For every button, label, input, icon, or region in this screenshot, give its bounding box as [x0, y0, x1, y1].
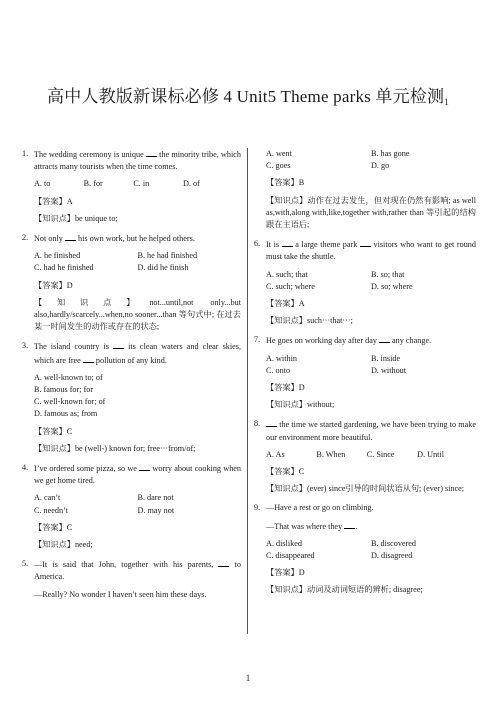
answer-line: 【答案】D	[34, 280, 73, 290]
right-column	[254, 148, 476, 604]
options	[22, 178, 241, 190]
option: A. such; that	[266, 269, 308, 279]
option: D. famous as; from	[34, 409, 98, 419]
question-number: 8.	[254, 419, 261, 429]
option: C. in	[133, 179, 150, 189]
question-text: —It is said that John, together with his parents, to America.	[34, 560, 241, 582]
option: B. has gone	[371, 149, 410, 158]
dialogue-line: —That was where they .	[266, 521, 358, 531]
answer-line: 【答案】C	[34, 426, 73, 436]
answer-value: A	[298, 299, 305, 309]
answer-value: A	[66, 196, 73, 206]
option: B. so; that	[371, 269, 405, 279]
page-number: 1	[245, 673, 251, 683]
dialogue-line: —Really? No wonder I haven’t seen him these days.	[34, 589, 207, 599]
knowledge-point: 【知识点】not...until,not only...but also,hardly/scarcely...when,no sooner...than 等句式中; 在过去某一时间发生的动作或存在的状态;	[34, 297, 241, 332]
answer-value: B	[298, 178, 305, 188]
answer-blank	[146, 148, 157, 157]
answer-value: C	[298, 467, 305, 477]
question-text: Not only his own work, but he helped others.	[34, 234, 195, 244]
question-3	[22, 340, 241, 455]
answer-blank	[379, 334, 390, 343]
answer-line: 【答案】D	[266, 568, 305, 578]
question-2	[22, 232, 241, 333]
answer-blank	[83, 354, 94, 363]
answer-blank	[139, 462, 150, 471]
title-text: 高中人教版新课标必修 4 Unit5 Theme parks 单元检测	[47, 87, 445, 106]
knowledge-point: 【知识点】(ever) since引导的时间状语从句; (ever) since;	[266, 484, 465, 494]
question-5	[22, 558, 241, 601]
answer-line: 【答案】A	[266, 299, 305, 309]
question-number: 7.	[254, 335, 261, 345]
option: D. without	[371, 365, 407, 375]
question-number: 5.	[22, 559, 29, 569]
answer-blank	[266, 418, 277, 427]
question-9	[254, 502, 476, 596]
answer-value: D	[298, 568, 305, 578]
options	[22, 492, 241, 516]
option: A. went	[266, 149, 292, 158]
option: B. discovered	[371, 538, 417, 548]
title-footnote: 1	[444, 97, 449, 107]
answer-value: D	[66, 280, 73, 290]
question-number: 1.	[22, 149, 29, 158]
answer-blank	[344, 520, 355, 529]
question-8	[254, 418, 476, 495]
question-text: —Have a rest or go on climbing.	[266, 503, 374, 513]
options	[22, 250, 241, 274]
knowledge-point: 【知识点】be unique to;	[34, 213, 118, 223]
answer-line: 【答案】C	[266, 467, 305, 477]
question-number: 6.	[254, 239, 261, 249]
question-4	[22, 462, 241, 551]
options	[254, 353, 476, 377]
option: D. did he finish	[137, 263, 189, 273]
answer-value: D	[298, 383, 305, 393]
option: D. go	[371, 161, 390, 171]
question-text: I’ve ordered some pizza, so we worry about cooking when we get home tired.	[34, 464, 242, 486]
options	[22, 372, 241, 421]
option: D. of	[183, 179, 200, 189]
question-1	[22, 148, 241, 225]
left-column	[22, 148, 241, 608]
options	[254, 269, 476, 293]
options	[254, 538, 476, 562]
question-number: 9.	[254, 503, 261, 513]
answer-line: 【答案】B	[266, 178, 305, 188]
question-text: The island country is its clean waters and clear skies, which are free pollution of any kind.	[34, 342, 241, 365]
question-number: 2.	[22, 233, 29, 243]
answer-value: C	[66, 522, 73, 532]
option: A. he finished	[34, 251, 81, 261]
question-number: 3.	[22, 341, 29, 351]
option: B. inside	[371, 353, 401, 363]
answer-blank	[65, 232, 76, 241]
question-7	[254, 334, 476, 411]
answer-line: 【答案】A	[34, 196, 73, 206]
knowledge-point: 【知识点】be (well-) known for; free···from/of;	[34, 443, 196, 453]
option: B. famous for; for	[34, 385, 94, 395]
knowledge-point: 【知识点】need;	[34, 540, 93, 550]
answer-blank	[360, 238, 371, 247]
question-number: 4.	[22, 463, 29, 473]
page-title	[0, 82, 496, 107]
option: A. As	[266, 449, 285, 459]
answer-value: C	[66, 426, 73, 436]
question-text: the time we started gardening, we have been trying to make our environment more beautiful.	[266, 420, 477, 442]
option: C. onto	[266, 365, 291, 375]
answer-line: 【答案】C	[34, 522, 73, 532]
answer-blank	[282, 238, 293, 247]
option: C. goes	[266, 161, 291, 171]
knowledge-point: 【知识点】动词及动词短语的辨析; disagree;	[266, 585, 423, 595]
option: B. he had finished	[137, 251, 198, 261]
option: D. may not	[137, 505, 175, 515]
answer-blank	[218, 558, 229, 567]
option: D. Until	[417, 449, 445, 459]
option: A. to	[34, 179, 51, 189]
option: B. When	[316, 449, 346, 459]
question-text: The wedding ceremony is unique the minority tribe, which attracts many tourists when the time comes.	[34, 150, 242, 172]
question-5-continued	[254, 148, 476, 231]
question-text: He goes on working day after day any change.	[266, 336, 432, 346]
knowledge-point: 【知识点】such···that···;	[266, 316, 353, 326]
option: A. disliked	[266, 538, 302, 548]
answer-line: 【答案】D	[266, 383, 305, 393]
option: D. so; where	[371, 281, 413, 291]
option: A. within	[266, 353, 297, 363]
option: A. well-known to; of	[34, 372, 103, 382]
column-divider	[247, 148, 248, 634]
option: B. dare not	[137, 493, 174, 503]
option: D. disagreed	[371, 551, 413, 561]
option: C. had he finished	[34, 263, 94, 273]
option: A. can’t	[34, 493, 61, 503]
option: C. needn’t	[34, 505, 68, 515]
option: C. such; where	[266, 281, 315, 291]
option: C. Since	[366, 449, 395, 459]
options	[254, 148, 476, 172]
question-6	[254, 238, 476, 327]
question-text: It is a large theme park visitors who want to get round must take the shuttle.	[266, 240, 476, 262]
options	[254, 449, 476, 461]
option: B. for	[83, 179, 103, 189]
option: C. disappeared	[266, 551, 315, 561]
answer-blank	[113, 340, 124, 349]
option: C. well-known for; of	[34, 397, 106, 407]
knowledge-point: 【知识点】动作在过去发生，但对现在仍然有影响; as well as,with,along with,like,together with,rather than 等引起的结构跟在主语后;	[266, 195, 476, 230]
knowledge-point: 【知识点】without;	[266, 400, 335, 410]
